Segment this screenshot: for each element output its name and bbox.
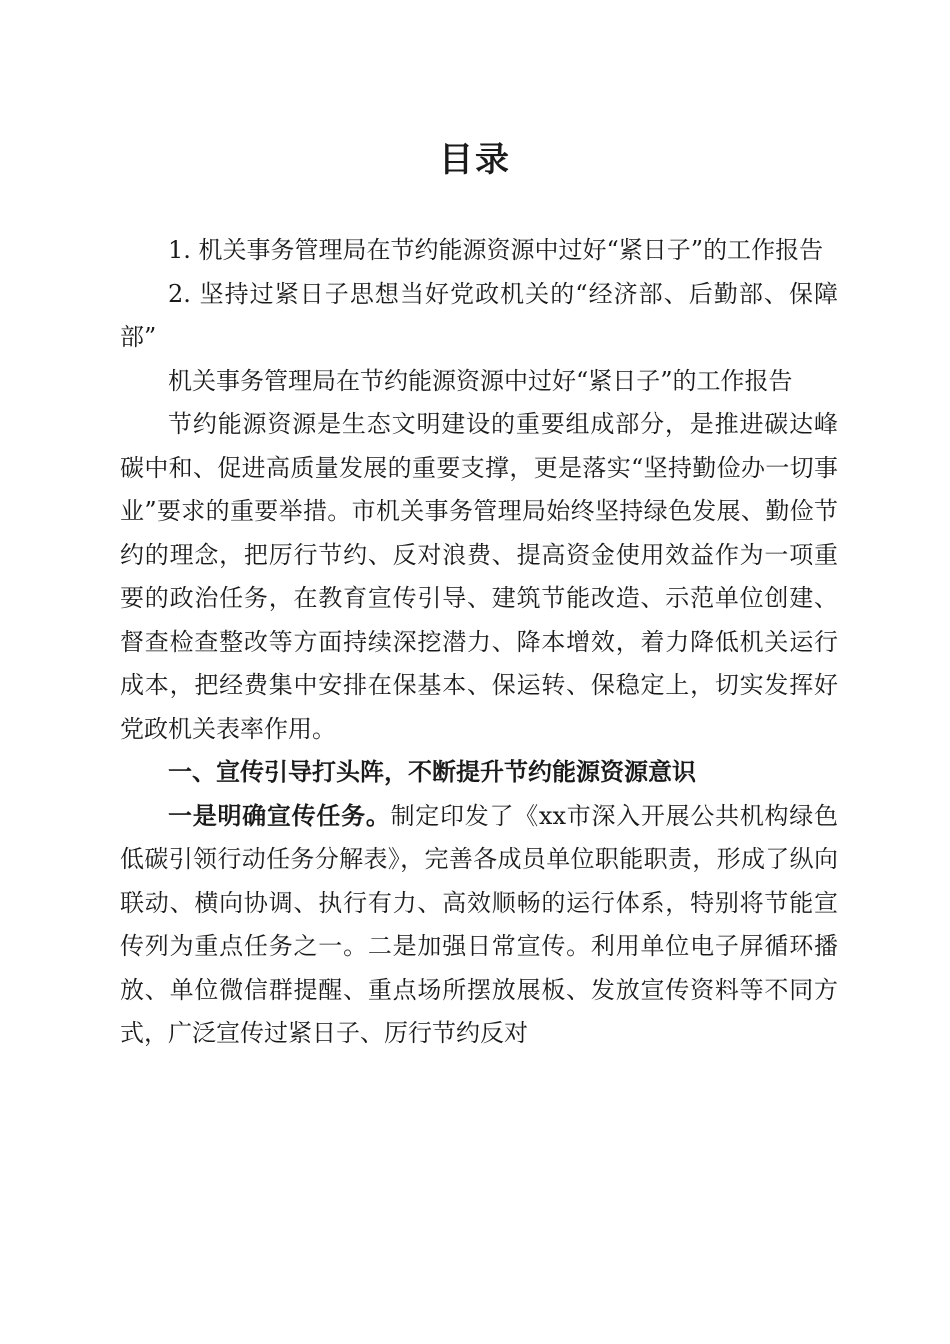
section-heading: 一、宣传引导打头阵，不断提升节约能源资源意识 [168, 758, 696, 786]
intro-paragraph: 节约能源资源是生态文明建设的重要组成部分，是推进碳达峰碳中和、促进高质量发展的重要支撑，更是落实“坚持勤俭办一切事业”要求的重要举措。市机关事务管理局始终坚持绿色发展、勤俭节约的理念，把厉行节约、反对浪费、提高资金使用效益作为一项重要的政治任务，在教育宣传引导、建筑节能改造、示范单位创建、督查检查整改等方面持续深挖潜力、降本增效，着力降低机关运行成本，把经费集中安排在保基本、保运转、保稳定上，切实发挥好党政机关表率作用。 [120, 410, 838, 743]
section-lead: 一是明确宣传任务。 [168, 801, 391, 830]
page-title: 目录 [439, 140, 511, 180]
report-title: 机关事务管理局在节约能源资源中过好“紧日子”的工作报告 [168, 366, 793, 395]
document-body [120, 229, 838, 1056]
section-paragraph [120, 795, 838, 1056]
section-text: 制定印发了《xx市深入开展公共机构绿色低碳引领行动任务分解表》，完善各成员单位职能职责，形成了纵向联动、横向协调、执行有力、高效顺畅的运行体系，特别将节能宣传列为重点任务之一。二是加强日常宣传。利用单位电子屏循环播放、单位微信群提醒、重点场所摆放展板、发放宣传资料等不同方式，广泛宣传过紧日子、厉行节约反对 [120, 801, 839, 1047]
toc-item-1: 1. 机关事务管理局在节约能源资源中过好“紧日子”的工作报告 [168, 236, 824, 264]
toc-item-2: 2. 坚持过紧日子思想当好党政机关的“经济部、后勤部、保障部” [120, 279, 838, 351]
